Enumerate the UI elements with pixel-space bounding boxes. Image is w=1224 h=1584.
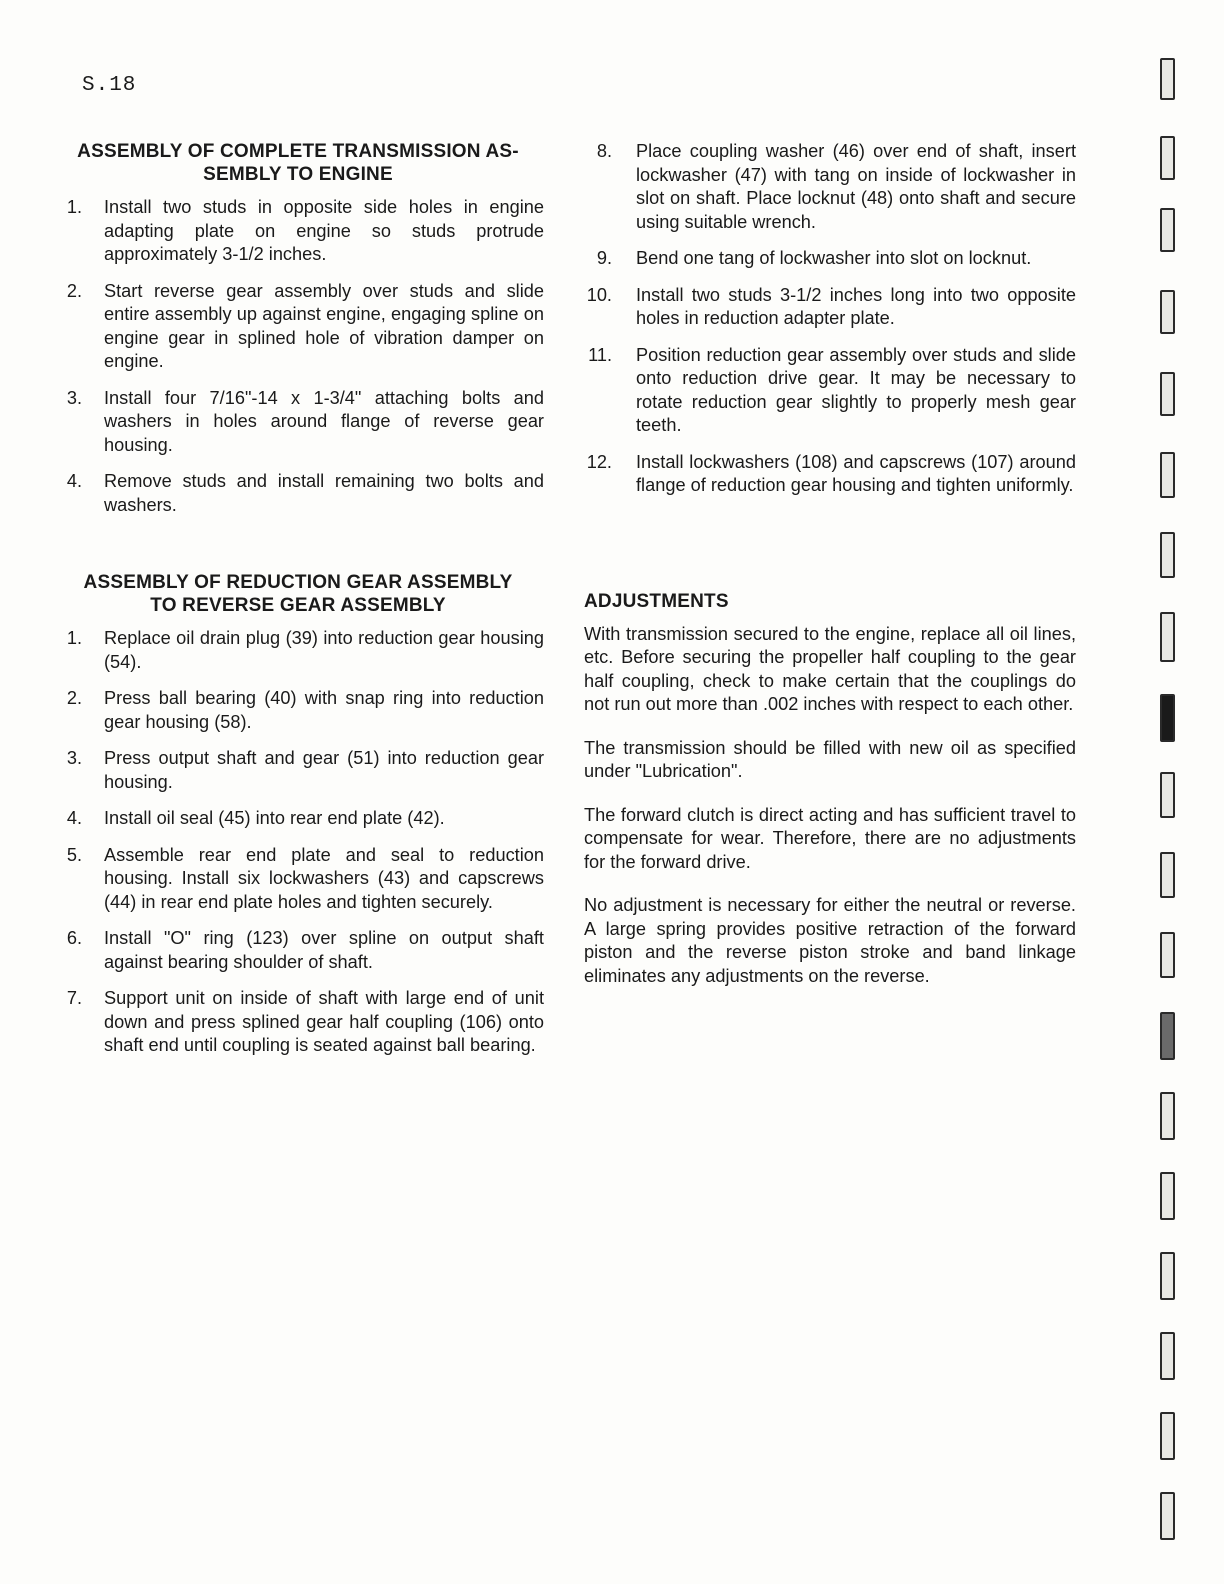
list-item [52,687,544,734]
step-number: 5. [66,844,82,865]
section-heading [52,140,544,186]
heading-line: TO REVERSE GEAR ASSEMBLY [150,595,446,616]
heading-line: ASSEMBLY OF REDUCTION GEAR ASSEMBLY [83,572,513,593]
list-item [584,284,1076,331]
binder-tab [1160,208,1175,252]
step-number: 12. [586,451,612,472]
step-text: Replace oil drain plug (39) into reduction gear housing (54). [104,628,544,672]
section-adjustments [584,590,1076,989]
step-number: 2. [66,688,82,708]
step-text: Remove studs and install remaining two bolts and washers. [104,471,544,515]
binder-tab [1160,1492,1175,1540]
step-number: 4. [66,808,82,828]
list-item [52,807,544,831]
paragraph: With transmission secured to the engine, replace all oil lines, etc. Before securing the propeller half coupling to the gear half coupling, check to make certain that the couplings do not run out more than .002 inches with respect to each other. [584,623,1076,714]
step-number: 8. [596,141,612,161]
step-number: 10. [586,284,612,305]
step-number: 4. [66,471,82,491]
binder-tab [1160,452,1175,498]
page-number: S.18 [82,74,137,97]
binder-tab [1160,1092,1175,1140]
step-text: Press ball bearing (40) with snap ring into reduction gear housing (58). [104,688,544,732]
step-number: 11. [588,344,612,365]
step-text: Start reverse gear assembly over studs and slide entire assembly up against engine, engaging spline on engine gear in splined hole of vibration damper on engine. [104,280,544,371]
binder-tab [1160,1252,1175,1300]
section-transmission-to-engine [52,140,544,517]
binder-tab [1160,932,1175,978]
binder-tab [1160,612,1175,662]
binder-tab [1160,372,1175,416]
list-item [52,196,544,267]
list-item [584,344,1076,438]
step-number: 6. [66,928,82,948]
step-text: Position reduction gear assembly over studs and slide onto reduction drive gear. It may be necessary to rotate reduction gear slightly to properly mesh gear teeth. [636,344,1076,435]
paragraph: The forward clutch is direct acting and has sufficient travel to compensate for wear. Therefore, there are no adjustments for the forward drive. [584,804,1076,872]
binder-tab [1160,290,1175,334]
step-text: Install two studs in opposite side holes in engine adapting plate on engine so studs protrude approximately 3-1/2 inches. [104,197,544,264]
list-item [52,387,544,458]
binder-tab [1160,1012,1175,1060]
list-item [52,470,544,517]
list-item [584,247,1076,271]
step-number: 7. [66,988,82,1008]
step-text: Bend one tang of lockwasher into slot on locknut. [636,248,1032,268]
binder-tab [1160,1172,1175,1220]
step-text: Support unit on inside of shaft with large end of unit down and press splined gear half coupling (106) onto shaft end until coupling is seated against ball bearing. [104,988,544,1055]
step-number: 9. [596,248,612,268]
binder-tab [1160,772,1175,818]
step-list [584,140,1076,498]
step-text: Install oil seal (45) into rear end plate (42). [104,808,445,828]
binder-tab [1160,852,1175,898]
left-column [52,140,544,1071]
step-text: Install four 7/16"-14 x 1-3/4" attaching bolts and washers in holes around flange of reverse gear housing. [104,387,544,455]
step-number: 3. [66,387,82,408]
binder-tab [1160,136,1175,180]
list-item [52,280,544,374]
list-item [52,927,544,974]
list-item [52,627,544,674]
binder-tab [1160,694,1175,742]
heading-line: SEMBLY TO ENGINE [203,164,393,185]
heading-line: ASSEMBLY OF COMPLETE TRANSMISSION AS- [77,141,519,162]
section-reduction-to-reverse [52,571,544,1058]
binder-tab [1160,1412,1175,1460]
list-item [52,747,544,794]
step-list [52,627,544,1058]
binder-tab [1160,1332,1175,1380]
step-number: 1. [66,628,82,648]
step-text: Install "O" ring (123) over spline on output shaft against bearing shoulder of shaft. [104,928,544,972]
list-item [584,451,1076,498]
section-heading: ADJUSTMENTS [584,590,729,612]
list-item [52,844,544,915]
section-heading [52,571,544,617]
binder-tab [1160,58,1175,100]
step-text: Install lockwashers (108) and capscrews (107) around flange of reduction gear housing and tighten uniformly. [636,451,1076,495]
step-list [52,196,544,517]
step-text: Press output shaft and gear (51) into reduction gear housing. [104,748,544,792]
list-item [52,987,544,1058]
step-number: 3. [66,748,82,768]
paragraph: The transmission should be filled with new oil as specified under "Lubrication". [584,737,1076,781]
step-text: Assemble rear end plate and seal to reduction housing. Install six lockwashers (43) and capscrews (44) in rear end plate holes and tighten securely. [104,844,544,912]
step-number: 2. [66,280,82,301]
step-number: 1. [66,197,82,217]
binder-tab [1160,532,1175,578]
right-column [584,140,1076,1008]
list-item [584,140,1076,234]
paragraph: No adjustment is necessary for either the neutral or reverse. A large spring provides positive retraction of the forward piston and the reverse piston stroke and band linkage eliminates any adjustments on the reverse. [584,895,1076,986]
step-text: Place coupling washer (46) over end of shaft, insert lockwasher (47) with tang on inside of lockwasher in slot on shaft. Place locknut (48) onto shaft and secure using suitable wrench. [636,141,1076,232]
step-text: Install two studs 3-1/2 inches long into two opposite holes in reduction adapter plate. [636,284,1076,328]
